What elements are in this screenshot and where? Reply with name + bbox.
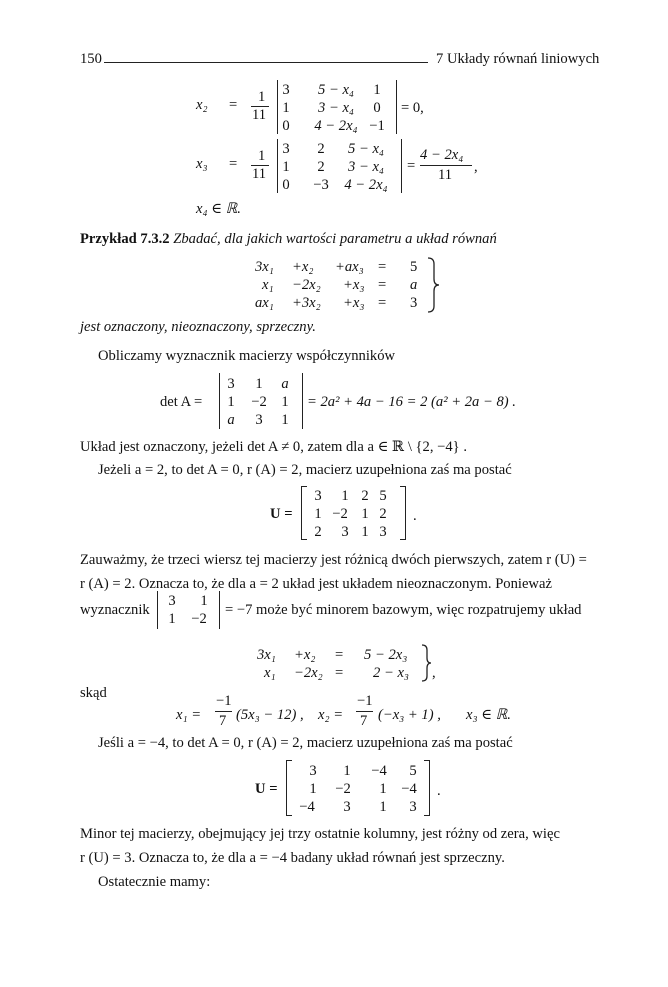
minor-m01: 1	[200, 593, 208, 609]
minor-right-bar	[219, 591, 220, 629]
x2-lhs: x₂	[196, 97, 208, 113]
sol-x3: x₃ ∈ ℝ.	[466, 707, 511, 723]
sys-r1-c0: x₁	[262, 277, 274, 293]
det-m01: 1	[255, 376, 263, 392]
sys2-r1-c1: −2x₂	[294, 665, 323, 681]
paragraph-5: Jeśli a = −4, to det A = 0, r (A) = 2, macierz uzupełniona zaś ma postać	[98, 735, 513, 751]
u2-m02: −4	[371, 763, 387, 779]
u1-m10: 1	[314, 506, 322, 522]
chapter-title: 7 Układy równań liniowych	[436, 51, 600, 67]
paragraph-6a: Minor tej macierzy, obejmujący jej trzy ostatnie kolumny, jest różny od zera, więc	[80, 826, 560, 842]
u2-lhs: U =	[255, 781, 278, 797]
paragraph-2: Układ jest oznaczony, jeżeli det A ≠ 0, zatem dla a ∈ ℝ \ {2, −4} .	[80, 439, 467, 455]
sys-r0-c2: +ax₃	[335, 259, 364, 275]
x2-m21: 4 − 2x₄	[314, 118, 358, 134]
x3-m12: 3 − x₄	[348, 159, 384, 175]
x2-m12: 0	[373, 100, 381, 116]
sys-r1-c2: +x₃	[343, 277, 365, 293]
system2-tail: ,	[432, 665, 436, 681]
sys-r0-c3: =	[378, 259, 387, 275]
x3-m11: 2	[317, 159, 325, 175]
u1-right-bracket	[400, 486, 406, 540]
p4c-pre: wyznacznik	[80, 602, 150, 618]
u1-m11: −2	[332, 506, 348, 522]
minor-m11: −2	[191, 611, 207, 627]
u2-m01: 1	[343, 763, 351, 779]
x2-m22: −1	[369, 118, 385, 134]
u1-m13: 2	[379, 506, 387, 522]
x4-line: x₄ ∈ ℝ.	[196, 201, 241, 217]
sys-r2-c4: 3	[410, 295, 418, 311]
u1-m00: 3	[314, 488, 322, 504]
u2-m22: 1	[379, 799, 387, 815]
det-m11: −2	[251, 394, 267, 410]
x2-m20: 0	[282, 118, 290, 134]
x2-rhs: = 0,	[401, 100, 424, 116]
system2-right-brace	[420, 643, 432, 683]
sys-r0-c1: +x₂	[292, 259, 314, 275]
u1-m01: 1	[341, 488, 349, 504]
sys-r2-c2: +x₃	[343, 295, 365, 311]
sys2-r1-c0: x₁	[264, 665, 276, 681]
u2-m20: −4	[299, 799, 315, 815]
sys-r1-c3: =	[378, 277, 387, 293]
u1-m12: 1	[361, 506, 369, 522]
u2-m11: −2	[335, 781, 351, 797]
det-m10: 1	[227, 394, 235, 410]
u2-m03: 5	[409, 763, 417, 779]
x3-rhs-den: 11	[438, 167, 453, 183]
x2-m11: 3 − x₄	[318, 100, 354, 116]
sol-x1-rest: (5x₃ − 12) ,	[236, 707, 304, 723]
x3-frac-num: 1	[258, 148, 266, 164]
x3-m21: −3	[313, 177, 329, 193]
sol-x2-rest: (−x₃ + 1) ,	[378, 707, 441, 723]
det-m22: 1	[281, 412, 289, 428]
sol-x2-num: −1	[357, 693, 373, 709]
u1-m20: 2	[314, 524, 322, 540]
u2-m12: 1	[379, 781, 387, 797]
sys-r1-c4: a	[410, 277, 418, 293]
u1-m23: 3	[379, 524, 387, 540]
x3-m22: 4 − 2x₄	[344, 177, 388, 193]
sol-x1-num: −1	[216, 693, 232, 709]
sys-r0-c0: 3x₁	[255, 259, 274, 275]
u2-m13: −4	[401, 781, 417, 797]
u1-m02: 2	[361, 488, 369, 504]
sys-r2-c1: +3x₂	[292, 295, 321, 311]
u1-lhs: U =	[270, 506, 293, 522]
minor-m00: 3	[168, 593, 176, 609]
det-m20: a	[227, 412, 235, 428]
paragraph-4b: r (A) = 2. Oznacza to, że dla a = 2 układ jest układem nieoznaczonym. Ponieważ	[80, 576, 552, 592]
det-a-lhs: det A =	[160, 394, 203, 410]
sys-r2-c0: ax₁	[255, 295, 274, 311]
det-m00: 3	[227, 376, 235, 392]
x2-m02: 1	[373, 82, 381, 98]
x3-frac-den: 11	[252, 166, 267, 182]
sol-x1-lhs: x₁ =	[176, 707, 202, 723]
sys2-r0-c1: +x₂	[294, 647, 316, 663]
u1-m03: 5	[379, 488, 387, 504]
example-label: Przykład 7.3.2	[80, 231, 170, 247]
x3-rhs-num: 4 − 2x₄	[420, 147, 464, 163]
example-tail: jest oznaczony, nieoznaczony, sprzeczny.	[80, 319, 316, 335]
x3-lhs: x₃	[196, 156, 208, 172]
sys-r2-c3: =	[378, 295, 387, 311]
paragraph-6b: r (U) = 3. Oznacza to, że dla a = −4 badany układ równań jest sprzeczny.	[80, 850, 505, 866]
example-text: Zbadać, dla jakich wartości parametru a układ równań	[173, 231, 497, 247]
det-m21: 3	[255, 412, 263, 428]
sol-x2-den: 7	[360, 713, 368, 729]
header-rule	[104, 62, 428, 63]
u2-right-bracket	[424, 760, 430, 816]
paragraph-7: Ostatecznie mamy:	[98, 874, 211, 890]
det-m12: 1	[281, 394, 289, 410]
example-heading	[80, 230, 497, 248]
x3-rhs-tail: ,	[474, 159, 478, 175]
sys2-r0-c0: 3x₁	[257, 647, 276, 663]
x2-det-right-bar	[396, 80, 397, 134]
x3-rhs-eq: =	[407, 158, 416, 174]
p4c-post: = −7 może być minorem bazowym, więc rozpatrujemy układ	[225, 602, 582, 618]
x2-frac-den: 11	[252, 107, 267, 123]
u2-m21: 3	[343, 799, 351, 815]
sys-r1-c1: −2x₂	[292, 277, 321, 293]
x3-m00: 3	[282, 141, 290, 157]
sys2-r1-c2: =	[335, 665, 344, 681]
sys2-r1-c3: 2 − x₃	[373, 665, 409, 681]
x3-m01: 2	[317, 141, 325, 157]
u2-tail: .	[437, 783, 441, 799]
x2-m01: 5 − x₄	[318, 82, 354, 98]
u1-m22: 1	[361, 524, 369, 540]
paragraph-4a: Zauważmy, że trzeci wiersz tej macierzy jest różnicą dwóch pierwszych, zatem r (U) =	[80, 552, 587, 568]
paragraph-3: Jeżeli a = 2, to det A = 0, r (A) = 2, macierz uzupełniona zaś ma postać	[98, 462, 512, 478]
u2-m00: 3	[309, 763, 317, 779]
x3-eq-sign: =	[229, 156, 238, 172]
x3-m20: 0	[282, 177, 290, 193]
paragraph-1: Obliczamy wyznacznik macierzy współczynników	[98, 348, 396, 364]
minor-m10: 1	[168, 611, 176, 627]
u1-tail: .	[413, 508, 417, 524]
x3-det-right-bar	[401, 139, 402, 193]
sys2-r0-c3: 5 − 2x₃	[364, 647, 408, 663]
det-a-right-bar	[302, 373, 303, 429]
det-m02: a	[281, 376, 289, 392]
x2-m00: 3	[282, 82, 290, 98]
skad-text: skąd	[80, 685, 107, 701]
sol-x2-lhs: x₂ =	[318, 707, 344, 723]
u2-m10: 1	[309, 781, 317, 797]
page-number: 150	[80, 51, 102, 67]
x2-m10: 1	[282, 100, 290, 116]
sol-x1-den: 7	[219, 713, 227, 729]
u1-m21: 3	[341, 524, 349, 540]
det-a-rhs: = 2a² + 4a − 16 = 2 (a² + 2a − 8) .	[307, 394, 516, 410]
system-right-brace	[426, 256, 440, 314]
sys2-r0-c2: =	[335, 647, 344, 663]
x2-frac-num: 1	[258, 89, 266, 105]
x3-m10: 1	[282, 159, 290, 175]
sys-r0-c4: 5	[410, 259, 418, 275]
x2-eq-sign: =	[229, 97, 238, 113]
u2-m23: 3	[409, 799, 417, 815]
x3-m02: 5 − x₄	[348, 141, 384, 157]
